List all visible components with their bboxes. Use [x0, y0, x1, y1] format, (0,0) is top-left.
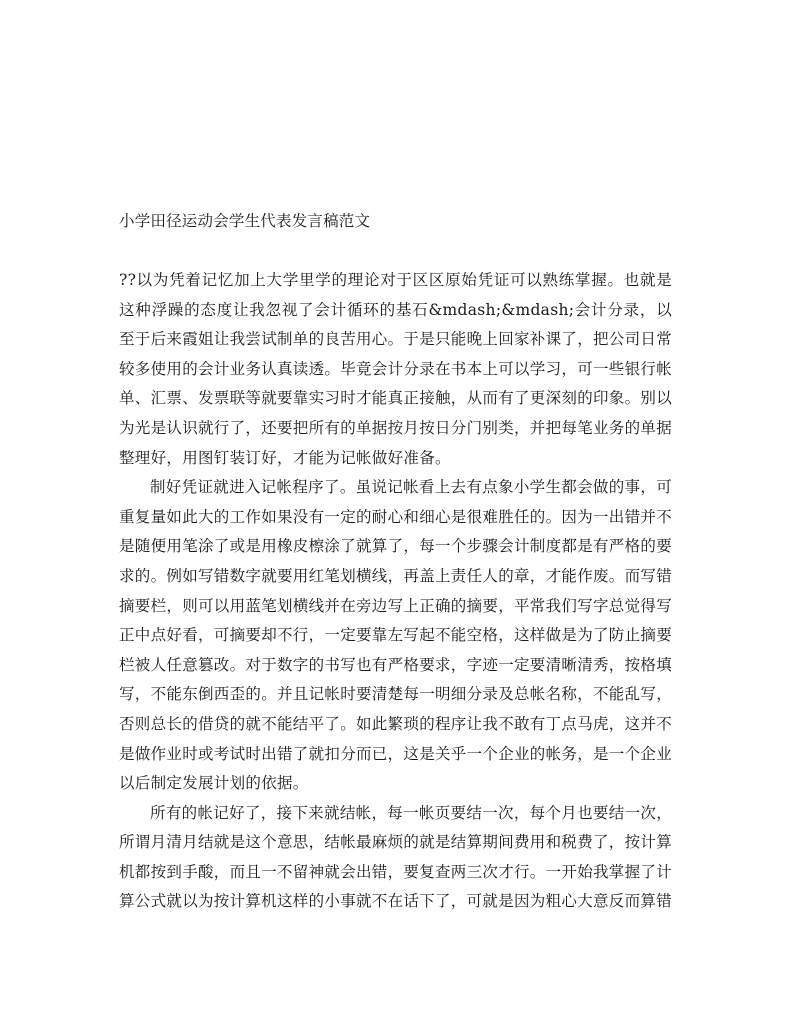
- document-body: [119, 266, 672, 917]
- paragraph-2: 制好凭证就进入记帐程序了。虽说记帐看上去有点象小学生都会做的事，可重复量如此大的工作如果没有一定的耐心和细心是很难胜任的。因为一出错并不是随便用笔涂了或是用橡皮檫涂了就算了，每一个步骤会计制度都是有严格的要求的。例如写错数字就要用红笔划横线，再盖上责任人的章，才能作废。而写错摘要栏，则可以用蓝笔划横线并在旁边写上正确的摘要，平常我们写字总觉得写正中点好看，可摘要却不行，一定要靠左写起不能空格，这样做是为了防止摘要栏被人任意篡改。对于数字的书写也有严格要求，字迹一定要清晰清秀，按格填写，不能东倒西歪的。并且记帐时要清楚每一明细分录及总帐名称，不能乱写，否则总长的借贷的就不能结平了。如此繁琐的程序让我不敢有丁点马虎，这并不是做作业时或考试时出错了就扣分而已，这是关乎一个企业的帐务，是一个企业以后制定发展计划的依据。: [119, 478, 673, 793]
- paragraph-3: 所有的帐记好了，接下来就结帐，每一帐页要结一次，每个月也要结一次，所谓月清月结就是这个意思，结帐最麻烦的就是结算期间费用和税费了，按计算机都按到手酸，而且一不留神就会出错，要复查两三次才行。一开始我掌握了计算公式就以为按计算机这样的小事就不在话下了，可就是因为粗心大意反而算错: [119, 803, 673, 911]
- paragraph-1: ??以为凭着记忆加上大学里学的理论对于区区原始凭证可以熟练掌握。也就是这种浮躁的态度让我忽视了会计循环的基石&mdash;&mdash;会计分录，以至于后来霞姐让我尝试制单的良苦用心。于是只能晚上回家补课了，把公司日常较多使用的会计业务认真读透。毕竟会计分录在书本上可以学习，可一些银行帐单、汇票、发票联等就要靠实习时才能真正接触，从而有了更深刻的印象。别以为光是认识就行了，还要把所有的单据按月按日分门别类，并把每笔业务的单据整理好，用图钉装订好，才能为记帐做好准备。: [119, 271, 673, 467]
- document-title: 小学田径运动会学生代表发言稿范文: [119, 212, 371, 230]
